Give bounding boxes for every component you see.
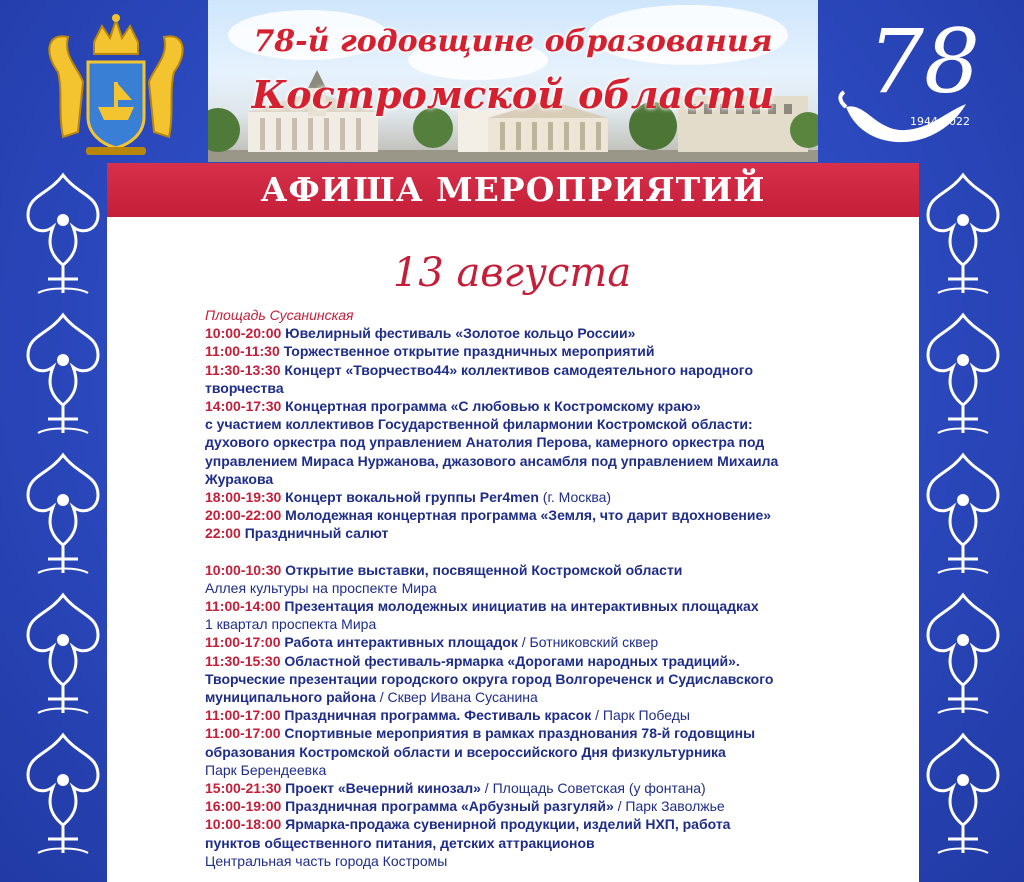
event-time: 11:00-17:00 [205,725,281,742]
anniversary-78-logo-icon [836,12,986,152]
event-description: муниципального района [205,689,376,706]
schedule-line [205,652,815,670]
event-description: Концерт «Творчество44» коллективов самодеятельного народного [284,361,754,378]
schedule-line [205,615,815,633]
event-place: / Ботниковский сквер [517,634,659,651]
event-time: 11:00-17:00 [205,634,281,651]
event-description: Творческие презентации городского округа город Волгореченск и Судиславского [205,670,774,687]
schedule-line [205,743,815,761]
event-place: 1 квартал проспекта Мира [205,616,377,633]
schedule-line [205,488,815,506]
event-place: Парк Берендеевка [205,761,327,778]
schedule-line [205,706,815,724]
schedule-line [205,670,815,688]
event-place: / Сквер Ивана Сусанина [375,689,538,706]
event-description: Концертная программа «С любовью к Костромскому краю» [285,398,701,415]
event-time: 11:00-14:00 [205,598,281,615]
event-time: 14:00-17:30 [205,398,282,415]
logo-years: 1944-2022 [910,115,970,128]
coat-of-arms-icon [38,12,194,157]
event-description: Областной фестиваль-ярмарка «Дорогами народных традиций». [284,652,740,669]
event-time: 11:00-11:30 [205,343,280,360]
event-description: духового оркестра под управлением Анатолия Перова, камерного оркестра под [205,434,765,451]
schedule-section-2 [205,561,815,870]
event-description: Спортивные мероприятия в рамках празднования 78-й годовщины [284,725,756,742]
schedule-line [205,506,815,524]
schedule-line [205,415,815,433]
schedule-line [205,779,815,797]
event-description: Презентация молодежных инициатив на интерактивных площадках [284,598,759,615]
event-time: 11:00-17:00 [205,707,281,724]
schedule-line [205,815,815,833]
event-time: 11:30-15:30 [205,652,281,669]
schedule-line [205,433,815,451]
header-photo [208,0,818,162]
schedule-line [205,524,815,542]
event-place: / Парк Заволжье [613,798,725,815]
event-place: Аллея культуры на проспекте Мира [205,579,437,596]
event-time: 20:00-22:00 [205,507,282,524]
venue-heading: Площадь Сусанинская [205,307,354,323]
event-place: Центральная часть города Костромы [205,852,448,869]
event-description: Ярмарка-продажа сувенирной продукции, изделий НХП, работа [285,816,731,833]
event-description: Работа интерактивных площадок [284,634,518,651]
event-date: 13 августа [392,250,632,296]
event-time: 15:00-21:30 [205,780,282,797]
schedule [205,306,815,870]
schedule-line [205,397,815,415]
schedule-line [205,797,815,815]
event-time: 11:30-13:30 [205,361,281,378]
schedule-line [205,579,815,597]
event-time: 18:00-19:30 [205,489,282,506]
event-description: Праздничный салют [244,525,389,542]
logo-number: 78 [868,12,980,113]
event-time: 10:00-18:00 [205,816,282,833]
schedule-line [205,379,815,397]
event-description: Проект «Вечерний кинозал» [285,780,481,797]
event-place: / Парк Победы [591,707,690,724]
event-description: Праздничная программа «Арбузный разгуляй» [285,798,614,815]
event-description: Журакова [205,470,274,487]
schedule-line [205,561,815,579]
header-title-line1: 78-й годовщине образования [253,24,773,59]
schedule-line [205,597,815,615]
schedule-line [205,633,815,651]
schedule-line [205,688,815,706]
schedule-line [205,724,815,742]
schedule-line [205,361,815,379]
event-place: / Площадь Советская (у фонтана) [480,780,706,797]
schedule-line [205,342,815,360]
event-time: 10:00-20:00 [205,325,282,342]
events-banner: АФИША МЕРОПРИЯТИЙ [107,163,919,217]
event-time: 16:00-19:00 [205,798,282,815]
schedule-section-1 [205,324,815,542]
schedule-line [205,852,815,870]
event-description: Открытие выставки, посвященной Костромской области [285,561,683,578]
event-time: 22:00 [205,525,241,542]
schedule-line [205,834,815,852]
header-title-line2: Костромской области [251,72,775,117]
event-description: Праздничная программа. Фестиваль красок [284,707,592,724]
schedule-line [205,324,815,342]
event-place: (г. Москва) [538,489,612,506]
event-description: с участием коллективов Государственной филармонии Костромской области: [205,416,753,433]
event-description: Молодежная концертная программа «Земля, что дарит вдохновение» [285,507,772,524]
event-description: Ювелирный фестиваль «Золотое кольцо России» [285,325,636,342]
event-description: образования Костромской области и всероссийского Дня физкультурника [205,743,726,760]
schedule-line [205,452,815,470]
event-description: Концерт вокальной группы Per4men [285,489,539,506]
schedule-line [205,761,815,779]
event-description: творчества [205,379,284,396]
event-description: управлением Мираса Нуржанова, джазового ансамбля под управлением Михаила [205,452,779,469]
event-description: Торжественное открытие праздничных мероприятий [283,343,655,360]
schedule-line [205,470,815,488]
event-description: пунктов общественного питания, детских аттракционов [205,834,595,851]
event-time: 10:00-10:30 [205,561,282,578]
